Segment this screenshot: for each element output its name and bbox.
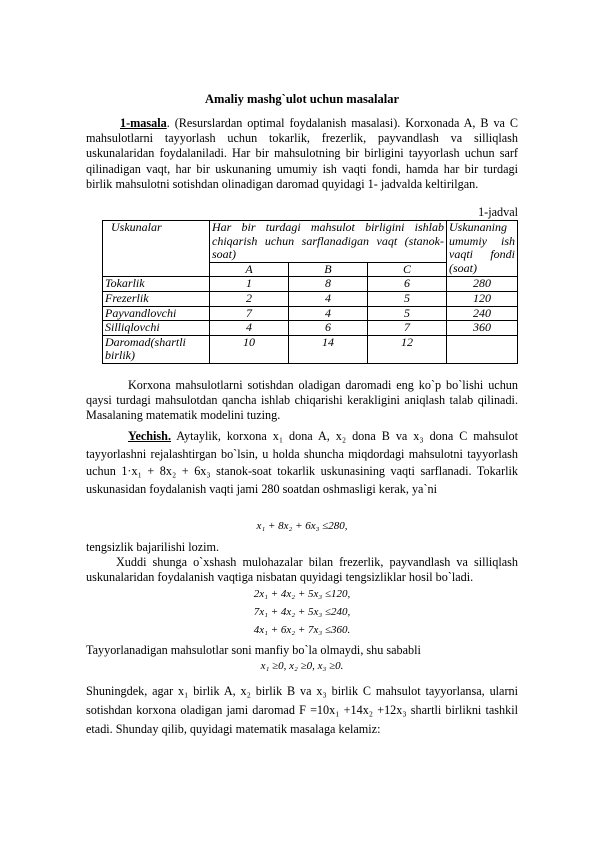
problem-label: 1-masala	[120, 116, 167, 130]
solution-label: Yechish.	[128, 429, 172, 443]
row-name: Frezerlik	[103, 291, 210, 306]
paragraph-similar: Xuddi shunga o`xshash mulohazalar bilan frezerlik, payvandlash va silliqlash uskunalaridan foydalanish vaqtiga nisbatan quyidagi tengsizliklar hosil bo`ladi.	[86, 555, 518, 585]
cell-b: 4	[288, 291, 367, 306]
cell-a: 10	[210, 335, 289, 363]
cell-a: 7	[210, 306, 289, 321]
row-name: Silliqlovchi	[103, 321, 210, 336]
cell-c: 7	[367, 321, 446, 336]
header-equipment: Uskunalar	[103, 221, 210, 277]
cell-b: 14	[288, 335, 367, 363]
cell-fund: 240	[447, 306, 518, 321]
solution-paragraph	[86, 428, 518, 498]
table-row	[103, 291, 518, 306]
table-caption: 1-jadval	[478, 205, 518, 219]
header-product-a: A	[210, 262, 289, 277]
table-row	[103, 277, 518, 292]
cell-a: 1	[210, 277, 289, 292]
problem-paragraph	[86, 116, 518, 192]
header-fund: Uskunaning umumiy ish vaqti fondi (soat)	[447, 221, 518, 277]
solution-text: Aytaylik, korxona x₁ dona A, x₂ dona B va x₃ dona C mahsulot tayyorlashni rejalashtirgan bo`lsin, u holda shuncha miqdordagi mahsulotni tayyorlash uchun 1·x₁ + 8x₂ + 6x₃ stanok-soat tokarlik uskunasining vaqti sarflanadi. Tokarlik uskunasidan foydalanish vaqti jami 280 soatdan oshmasligi kerak, ya`ni	[86, 429, 518, 496]
inequality-grinding: 4x₁ + 6x₂ + 7x₃ ≤360.	[253, 624, 351, 636]
cell-b: 4	[288, 306, 367, 321]
cell-b: 8	[288, 277, 367, 292]
paragraph-tengsizlik: tengsizlik bajarilishi lozim.	[86, 540, 220, 554]
paragraph-objective: Shuningdek, agar x₁ birlik A, x₂ birlik B va x₃ birlik C mahsulot tayyorlansa, ularni sotishdan korxona oladigan jami daromad F =10x₁ +14x₂ +12x₃ shartli birlikni tashkil etadi. Shunday qilib, quyidagi matematik masalaga kelamiz:	[86, 684, 518, 736]
inequality-turning: x₁ + 8x₂ + 6x₃ ≤280,	[256, 520, 348, 532]
table-row	[103, 321, 518, 336]
row-name: Daromad(shartli birlik)	[103, 335, 210, 363]
cell-c: 5	[367, 306, 446, 321]
inequality-welding: 7x₁ + 4x₂ + 5x₃ ≤240,	[253, 606, 351, 618]
page-title: Amaliy mashg`ulot uchun masalalar	[204, 92, 400, 106]
header-time: Har bir turdagi mahsulot birligini ishlab chiqarish uchun sarflanadigan vaqt (stanok-soat)	[210, 221, 447, 263]
header-product-c: C	[367, 262, 446, 277]
resource-table	[102, 220, 518, 364]
cell-c: 5	[367, 291, 446, 306]
header-product-b: B	[288, 262, 367, 277]
paragraph-nonnegative: Tayyorlanadigan mahsulotlar soni manfiy bo`la olmaydi, shu sababli	[86, 643, 421, 657]
cell-fund: 360	[447, 321, 518, 336]
cell-c: 12	[367, 335, 446, 363]
cell-fund: 280	[447, 277, 518, 292]
inequality-milling: 2x₁ + 4x₂ + 5x₃ ≤120,	[253, 588, 351, 600]
table-row	[103, 306, 518, 321]
cell-a: 2	[210, 291, 289, 306]
cell-c: 6	[367, 277, 446, 292]
table-row	[103, 335, 518, 363]
goal-paragraph: Korxona mahsulotlarni sotishdan oladigan daromadi eng ko`p bo`lishi uchun qaysi turdagi mahsulotdan qancha ishlab chiqarishi kerakligini aniqlash talab qilinadi. Masalaning matematik modelini tuzing.	[86, 378, 518, 423]
inequality-nonnegative: x₁ ≥0, x₂ ≥0, x₃ ≥0.	[260, 660, 344, 672]
row-name: Tokarlik	[103, 277, 210, 292]
cell-b: 6	[288, 321, 367, 336]
row-name: Payvandlovchi	[103, 306, 210, 321]
cell-fund: 120	[447, 291, 518, 306]
problem-text: . (Resurslardan optimal foydalanish masalasi). Korxonada A, B va C mahsulotlarni tayyorlash uchun tokarlik, frezerlik, payvandlash va silliqlash uskunalaridan foydalaniladi. Har bir mahsulotning bir birligini tayyorlash uchun sarf qilinadigan vaqt, har bir uskunaning umumiy ish vaqti fondi, hamda har bir turdagi birlik mahsulotni sotishdan olinadigan daromad quyidagi 1- jadvalda keltirilgan.	[86, 116, 518, 191]
cell-fund	[447, 335, 518, 363]
cell-a: 4	[210, 321, 289, 336]
